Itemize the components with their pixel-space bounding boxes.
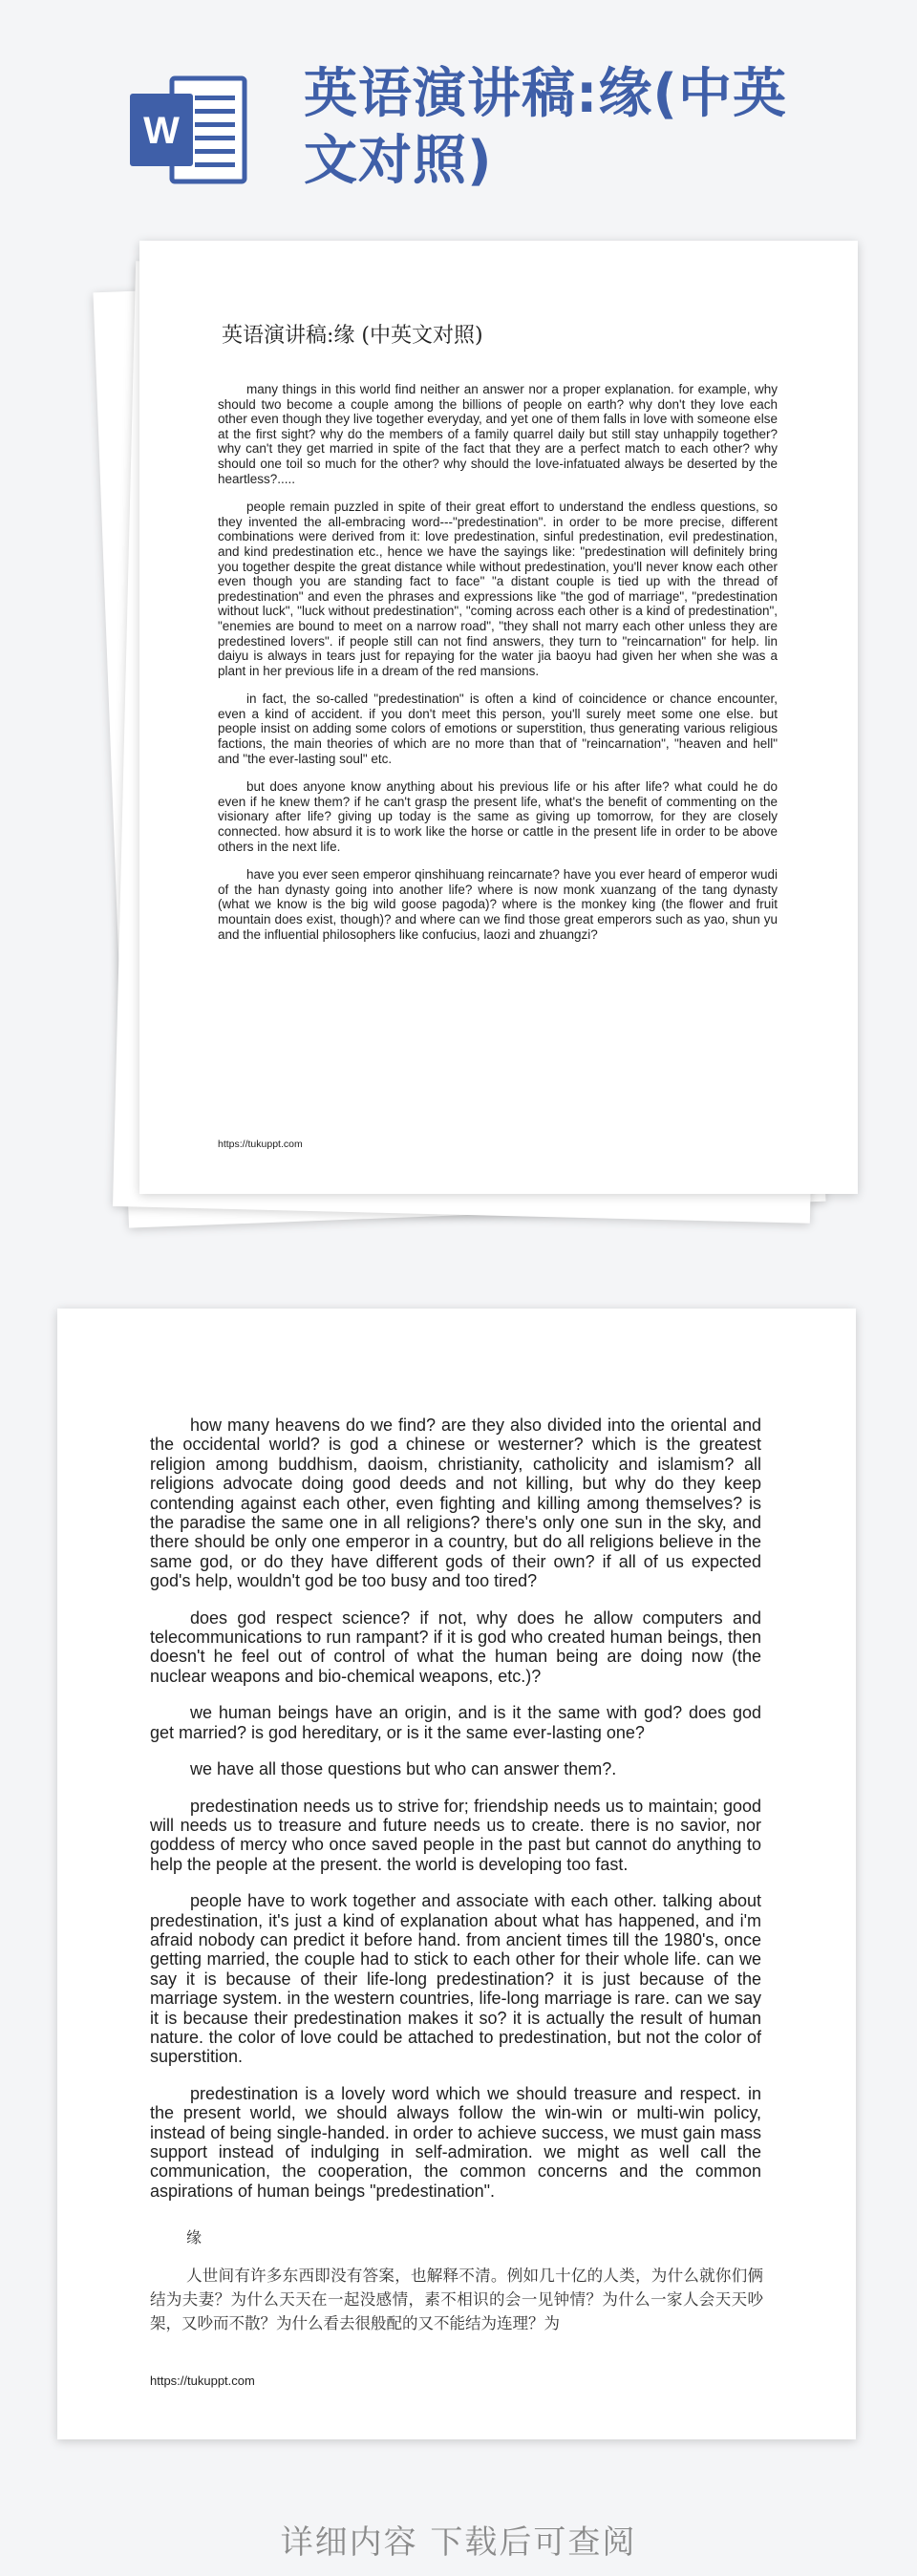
document-title: 英语演讲稿:缘 (中英文对照) — [222, 324, 483, 348]
paragraph: but does anyone know anything about his previous life or his after life? what could he do even if he knew them? if he can't grasp the present life, what's the benefit of commenting on the visionary after life? giving up today is the same as giving up tomorrow, for they are closely connected. how absurd it is to work like the horse or cattle in the present life in order to be above others in the next life. — [218, 779, 778, 854]
chinese-paragraph: 人世间有许多东西即没有答案，也解释不清。例如几十亿的人类，为什么就你们俩结为夫妻？为什么天天在一起没感情，素不相识的会一见钟情？为什么一家人会天天吵架，又吵而不散？为什么看去很般配的又不能结为连理？为 — [150, 2267, 763, 2332]
word-icon-letter: W — [143, 110, 180, 152]
page-title-line-1: 英语演讲稿:缘(中英 — [304, 63, 787, 125]
paragraph: people have to work together and associate with each other. talking about predestination, it's just a kind of explanation about what has happened, and i'm afraid nobody can predict it before hand. from ancient times till the 1980's, once getting married, the couple had to stick to each other for their whole life. can we say it is because of their life-long predestination? it is just because of the marriage system. in the western countries, life-long marriage is rare. can we say it is because their predestination makes it so? it is actually the result of human nature. the color of love could be attached to predestination, but not the color of superstition. — [150, 1891, 761, 2067]
page-1-source-url: https://tukuppt.com — [218, 1139, 303, 1150]
page-title — [304, 61, 877, 195]
paragraph: how many heavens do we find? are they also divided into the oriental and the occidental world? is god a chinese or westerner? which is the greatest religion among buddhism, daoism, christianity, catholicity and islamism? all religions advocate doing good deeds and not killing, but why do they keep contending against each other, even fighting and killing among themselves? is the paradise the same one in all religions? there's only one sun in the sky, and there should be only one emperor in a country, but do all religions believe in the same god, or do they have different gods of their own? if all of us expected god's help, wouldn't god be too busy and too tired? — [150, 1416, 761, 1591]
chinese-section-heading: 缘 — [186, 2228, 203, 2246]
paragraph: people remain puzzled in spite of their great effort to understand the endless questions, so they invented the all-embracing word---"predestination". in order to be more precise, different combinations were derived from it: love predestination, sinful predestination, evil predestination, and kind predestination etc., hence we have the sayings like: "predestination will definitely bring you together despite the great distance while without predestination, you'll never know each other even though you are standing fact to face" "a distant couple is tied up with the thread of predestination" and even the phrases and expressions like "the god of marriage", "predestination without luck", "luck without predestination", "coming across each other is a kind of predestination", "enemies are bound to meet on a narrow road", "they shall not marry each other unless they are predestined lovers". if people still can not find answers, they turn to "reincarnation" for help. lin daiyu is always in tears just for repaying for the water jia baoyu had given her when she was a plant in her previous life in a dream of the red mansions. — [218, 500, 778, 678]
footer-note: 详细内容 下载后可查阅 — [280, 2523, 637, 2562]
paragraph: have you ever seen emperor qinshihuang reincarnate? have you ever heard of emperor wudi of the han dynasty going into another life? where is now monk xuanzang of the tang dynasty (what we know is the big wild goose pagoda)? where is the monkey king (the flower and fruit mountain does exist, though)? and where can we find those great emperors such as yao, shun yu and the influential philosophers like confucius, laozi and zhuangzi? — [218, 867, 778, 942]
page-1-body — [218, 382, 778, 955]
document-page-2 — [57, 1309, 856, 2439]
header — [0, 0, 917, 229]
document-page-1 — [139, 241, 858, 1194]
paragraph: predestination is a lovely word which we should treasure and respect. in the present world, we should always follow the win-win or multi-win policy, instead of being single-handed. in order to achieve success, we must gain mass support instead of indulging in self-admiration. we might as well call the communication, the cooperation, the common concerns and the common aspirations of human beings "predestination". — [150, 2083, 761, 2201]
paragraph: does god respect science? if not, why does he allow computers and telecommunications to run rampant? if it is god who created human beings, then doesn't he feel out of control of what the human being are doing now (the nuclear weapons and bio-chemical weapons, etc.)? — [150, 1607, 761, 1686]
paragraph: many things in this world find neither an answer nor a proper explanation. for example, why should two become a couple among the billions of people on earth? why don't they love each other even though they live together everyday, and yet one of them falls in love with someone else at the first sight? why do the members of a family quarrel daily but still stay unhappily together? why can't they get married in spite of the fact that they are a perfect match to each other? why should one toil so much for the other? why should the love-infatuated always be deserted by the heartless?..... — [218, 382, 778, 486]
word-document-icon — [126, 73, 250, 187]
paragraph: in fact, the so-called "predestination" is often a kind of coincidence or chance encounter, even a kind of accident. if you don't meet this person, you'll surely meet some one else. but people insist on adding some colors of emotions or superstition, thus generating various religious factions, the main theories of which are no more than that of "reincarnation", "heaven and hell" and "the ever-lasting soul" etc. — [218, 692, 778, 766]
page-2-source-url: https://tukuppt.com — [150, 2374, 255, 2388]
paragraph: we have all those questions but who can answer them?. — [190, 1759, 617, 1779]
paragraph: predestination needs us to strive for; friendship needs us to maintain; good will needs us to treasure and future needs us to create. there is no savior, nor goddess of mercy who once saved people in the past but cannot do anything to help the people at the present. the world is developing too fast. — [150, 1796, 761, 1874]
page-2-body — [150, 1416, 761, 2218]
paragraph: we human beings have an origin, and is it the same with god? does god get married? is god hereditary, or is it the same ever-lasting one? — [150, 1703, 761, 1742]
page-title-line-2: 文对照) — [304, 130, 493, 192]
